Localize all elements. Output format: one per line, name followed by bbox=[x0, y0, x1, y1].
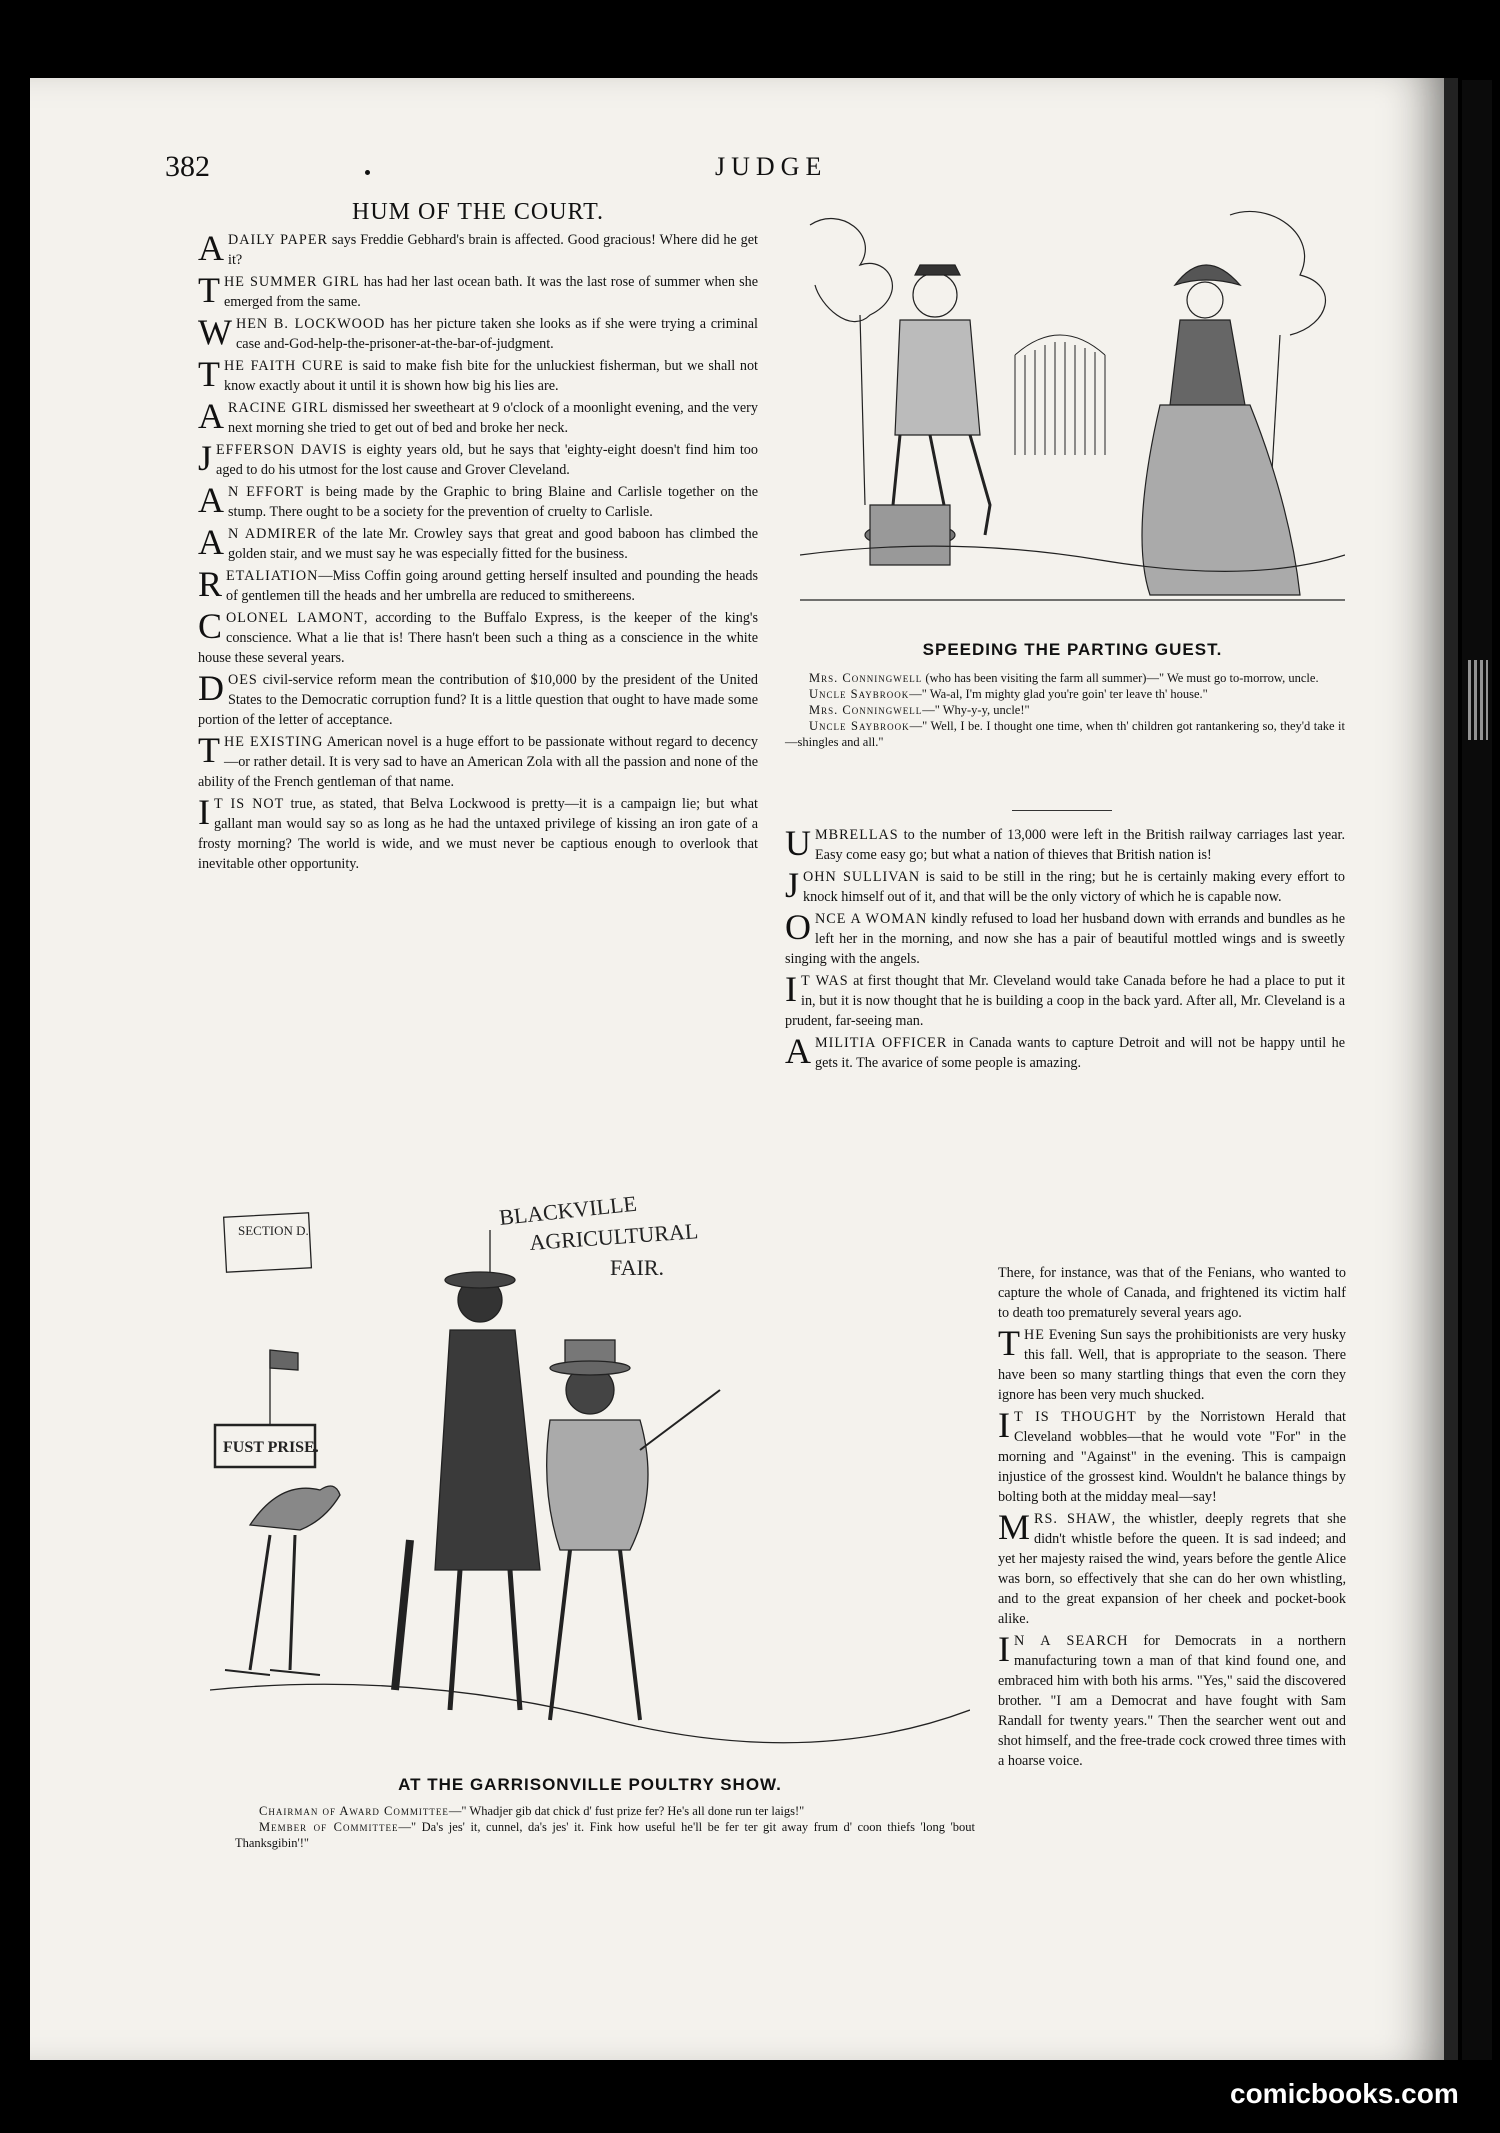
lead-in: T IS NOT bbox=[214, 796, 285, 812]
drop-cap: W bbox=[198, 312, 232, 352]
lead-in: MBRELLAS bbox=[815, 827, 899, 843]
caption-line bbox=[785, 702, 1345, 718]
caption-speaker: Mrs. Conningwell bbox=[809, 703, 923, 717]
lead-in: DAILY PAPER bbox=[228, 232, 328, 248]
lead-in: HE bbox=[1024, 1327, 1045, 1343]
item-text: has her picture taken she looks as if she were trying a criminal case and-God-help-the-prisoner-at-the-bar-of-judgment. bbox=[235, 316, 759, 352]
item-text: in Canada wants to capture Detroit and will not be happy until he gets it. The avarice of some people is amazing. bbox=[815, 1035, 1345, 1071]
caption-text: —" Whadjer gib dat chick d' fust prize fer? He's all done run ter laigs!" bbox=[448, 1804, 805, 1818]
illustration1-caption bbox=[785, 670, 1345, 750]
news-item bbox=[198, 440, 758, 480]
item-text: at first thought that Mr. Cleveland would take Canada before he had a place to put it in, but it is now thought that he is building a coop in the back yard. After all, Mr. Cleveland is a prudent, far-seeing man. bbox=[785, 973, 1345, 1029]
news-item bbox=[198, 398, 758, 438]
watermark: comicbooks.com bbox=[1230, 2078, 1459, 2109]
lead-in: ETALIATION bbox=[226, 568, 319, 584]
item-text: to the number of 13,000 were left in the British railway carriages last year. Easy come easy go; but what a nation of thieves that British nation is! bbox=[815, 827, 1345, 863]
caption-speaker: Uncle Saybrook bbox=[809, 719, 910, 733]
item-text: dismissed her sweetheart at 9 o'clock of a moonlight evening, and the very next morning she tried to get out of bed and broke her neck. bbox=[228, 400, 759, 436]
item-text: , according to the Buffalo Express, is the keeper of the king's conscience. What a lie that is! There hasn't been such a thing as a conscience in the white house these several years. bbox=[198, 610, 758, 666]
sign-fair-2: AGRICULTURAL bbox=[528, 1218, 700, 1255]
item-text: is eighty years old, but he says that 'eighty-eight doesn't find him too aged to do his utmost for the lost cause and Grover Cleveland. bbox=[216, 442, 758, 478]
news-item bbox=[198, 314, 758, 354]
item-text: is said to make fish bite for the unluckiest fisherman, but we shall not know exactly about it until it is shown how big his lies are. bbox=[224, 358, 758, 394]
lead-in: T IS THOUGHT bbox=[1014, 1409, 1137, 1425]
news-item bbox=[785, 825, 1345, 865]
lead-in: T WAS bbox=[801, 973, 849, 989]
right-items bbox=[785, 825, 1345, 1073]
news-item bbox=[998, 1263, 1346, 1323]
news-item bbox=[198, 732, 758, 792]
news-item bbox=[998, 1407, 1346, 1507]
drop-cap: I bbox=[198, 792, 210, 832]
item-text: has had her last ocean bath. It was the last rose of summer when she emerged from the same. bbox=[224, 274, 758, 310]
drop-cap: U bbox=[785, 823, 811, 863]
item-text: by the Norristown Herald that Cleveland wobbles—that he would vote "For" in the morning and "Against" in the evening. This is campaign injustice of the grossest kind. Wouldn't he balance things by bolting both at the midday meal—say! bbox=[998, 1409, 1346, 1505]
drop-cap: T bbox=[198, 354, 220, 394]
drop-cap: D bbox=[198, 668, 224, 708]
illustration-parting-guest bbox=[800, 205, 1345, 630]
page-number: 382 bbox=[165, 150, 210, 183]
lead-in: N A SEARCH bbox=[1014, 1633, 1129, 1649]
caption-line bbox=[235, 1803, 975, 1819]
drop-cap: T bbox=[198, 270, 220, 310]
drop-cap: T bbox=[198, 730, 220, 770]
book-spine bbox=[1444, 78, 1458, 2060]
lead-in: OLONEL LAMONT bbox=[226, 610, 364, 626]
drop-cap: A bbox=[198, 228, 224, 268]
item-text: There, for instance, was that of the Fenians, who wanted to capture the whole of Canada, and frightened its victim half to death too prematurely several years ago. bbox=[998, 1265, 1346, 1321]
news-item bbox=[998, 1631, 1346, 1771]
lead-in: MILITIA OFFICER bbox=[815, 1035, 948, 1051]
drop-cap: A bbox=[198, 522, 224, 562]
news-item bbox=[785, 909, 1345, 969]
caption-text: —" Well, I be. I thought one time, when th' children got rantankering so, they'd take it—shingles and all." bbox=[785, 719, 1345, 749]
left-column bbox=[198, 198, 758, 876]
lead-in: NCE A WOMAN bbox=[815, 911, 928, 927]
caption-speaker: Uncle Saybrook bbox=[809, 687, 910, 701]
news-item bbox=[785, 1033, 1345, 1073]
lead-in: EFFERSON DAVIS bbox=[216, 442, 348, 458]
drop-cap: A bbox=[198, 480, 224, 520]
lead-in: RACINE GIRL bbox=[228, 400, 329, 416]
drop-cap: A bbox=[198, 396, 224, 436]
news-item bbox=[198, 482, 758, 522]
right-column bbox=[785, 825, 1345, 1075]
item-text: kindly refused to load her husband down with errands and bundles as he left her in the morning, and now she has a pair of beautiful mottled wings and is sweetly singing with the angels. bbox=[785, 911, 1345, 967]
drop-cap: J bbox=[785, 865, 800, 905]
news-item bbox=[198, 524, 758, 564]
caption-text: —" Da's jes' it, cunnel, da's jes' it. Fink how useful he'll be fer ter git away frum d' coon thiefs 'long 'bout Thanksgibin'!" bbox=[235, 1820, 976, 1850]
news-item bbox=[785, 867, 1345, 907]
drop-cap: I bbox=[998, 1629, 1010, 1669]
left-items bbox=[198, 230, 758, 874]
lead-in: N EFFORT bbox=[228, 484, 305, 500]
header-dot bbox=[365, 170, 370, 175]
caption-speaker: Mrs. Conningwell bbox=[809, 671, 923, 685]
item-text: American novel is a huge effort to be passionate without regard to decency—or rather detail. It is very sad to have an American Zola with all the passion and none of the ability of the French gentleman of that name. bbox=[198, 734, 759, 790]
lead-in: HE EXISTING bbox=[224, 734, 324, 750]
sign-prize: FUST PRISE. bbox=[223, 1439, 319, 1456]
sign-fair-3: FAIR. bbox=[610, 1255, 664, 1280]
caption-line bbox=[785, 718, 1345, 750]
item-text: —Miss Coffin going around getting herself insulted and pounding the heads of gentlemen till the heads and her umbrella are reduced to smithereens. bbox=[226, 568, 758, 604]
item-text: , the whistler, deeply regrets that she didn't whistle before the queen. It is sad indeed; and yet her majesty raised the wind, years before the gentle Alice was born, so effectively that she can do her own whistling, and to the great expansion of her cheek and pocket-book alike. bbox=[998, 1511, 1346, 1627]
item-text: for Democrats in a northern manufacturing town a man of that kind found one, and embraced him with both his arms. "Yes," said the discovered brother. "I am a Democrat and have fought with Sam Randall for twenty years." Then the searcher went out and shot himself, and the free-trade cock crowed three times with a hoarse voice. bbox=[998, 1633, 1346, 1769]
caption-line bbox=[235, 1819, 975, 1851]
news-item bbox=[998, 1325, 1346, 1405]
item-text: true, as stated, that Belva Lockwood is pretty—it is a campaign lie; but what gallant man would say so as long as he had the untaxed privilege of kissing an iron gate of a frosty morning? The world is wide, and we must never be captious enough to overlook that inevitable other opportunity. bbox=[198, 796, 758, 872]
caption-text: (who has been visiting the farm all summer)—" We must go to-morrow, uncle. bbox=[922, 671, 1319, 685]
lead-in: N ADMIRER bbox=[228, 526, 318, 542]
facing-page-edge bbox=[1462, 80, 1492, 2060]
news-item bbox=[198, 356, 758, 396]
facing-page-fragment bbox=[1468, 660, 1488, 740]
item-text: is being made by the Graphic to bring Blaine and Carlisle together on the stump. There ought to be a society for the prevention of cruelty to Carlisle. bbox=[228, 484, 758, 520]
lead-in: RS. SHAW bbox=[1034, 1511, 1112, 1527]
caption-speaker: Member of Committee bbox=[259, 1820, 399, 1834]
caption-line bbox=[785, 686, 1345, 702]
drop-cap: R bbox=[198, 564, 223, 604]
news-item bbox=[785, 971, 1345, 1031]
drop-cap: J bbox=[198, 438, 213, 478]
item-text: civil-service reform mean the contribution of $10,000 by the president of the United States to the Democratic corruption fund? It is a little question that ought to have made some portion of the letter of acceptance. bbox=[198, 672, 758, 728]
journal-title: JUDGE bbox=[715, 152, 828, 181]
drop-cap: I bbox=[998, 1405, 1010, 1445]
section-title: HUM OF THE COURT. bbox=[351, 199, 605, 225]
caption-line bbox=[785, 670, 1345, 686]
drop-cap: A bbox=[785, 1031, 811, 1071]
divider-rule bbox=[1012, 810, 1112, 811]
item-text: of the late Mr. Crowley says that great and good baboon has climbed the golden stair, and we must say he was especially fitted for the business. bbox=[228, 526, 758, 562]
drop-cap: T bbox=[998, 1323, 1020, 1363]
news-item bbox=[998, 1509, 1346, 1629]
news-item bbox=[198, 566, 758, 606]
caption-speaker: Chairman of Award Committee bbox=[259, 1804, 449, 1818]
illustration1-title: SPEEDING THE PARTING GUEST. bbox=[922, 640, 1223, 659]
drop-cap: I bbox=[785, 969, 797, 1009]
drop-cap: C bbox=[198, 606, 223, 646]
item-text: is said to be still in the ring; but he is certainly making every effort to knock himself out of it, and that will be the only victory of which he is capable now. bbox=[803, 869, 1346, 905]
lead-in: OES bbox=[228, 672, 258, 688]
news-item bbox=[198, 272, 758, 312]
sign-section: SECTION D. bbox=[238, 1223, 309, 1238]
lead-in: HE FAITH CURE bbox=[224, 358, 344, 374]
lead-in: HEN B. LOCKWOOD bbox=[235, 316, 386, 332]
drop-cap: M bbox=[998, 1507, 1031, 1547]
caption-text: —" Wa-al, I'm mighty glad you're goin' ter leave th' house." bbox=[909, 687, 1208, 701]
item-text: says Freddie Gebhard's brain is affected. Good gracious! Where did he get it? bbox=[228, 232, 758, 268]
news-item bbox=[198, 670, 758, 730]
page-header bbox=[0, 150, 1500, 190]
caption-text: —" Why-y-y, uncle!" bbox=[922, 703, 1030, 717]
drop-cap: O bbox=[785, 907, 811, 947]
right-narrow-column bbox=[998, 1263, 1346, 1773]
news-item bbox=[198, 230, 758, 270]
right-narrow-items bbox=[998, 1263, 1346, 1771]
lead-in: HE SUMMER GIRL bbox=[224, 274, 360, 290]
news-item bbox=[198, 794, 758, 874]
item-text: Evening Sun says the prohibitionists are very husky this fall. Well, that is appropriate to the season. There have been so many startling things that even the corn they ignore has been very much shucked. bbox=[998, 1327, 1346, 1403]
illustration-poultry-show bbox=[210, 1190, 970, 1755]
news-item bbox=[198, 608, 758, 668]
sign-fair-1: BLACKVILLE bbox=[497, 1190, 638, 1230]
lead-in: OHN SULLIVAN bbox=[803, 869, 921, 885]
illustration2-title: AT THE GARRISONVILLE POULTRY SHOW. bbox=[398, 1775, 782, 1794]
illustration2-caption bbox=[235, 1803, 975, 1851]
